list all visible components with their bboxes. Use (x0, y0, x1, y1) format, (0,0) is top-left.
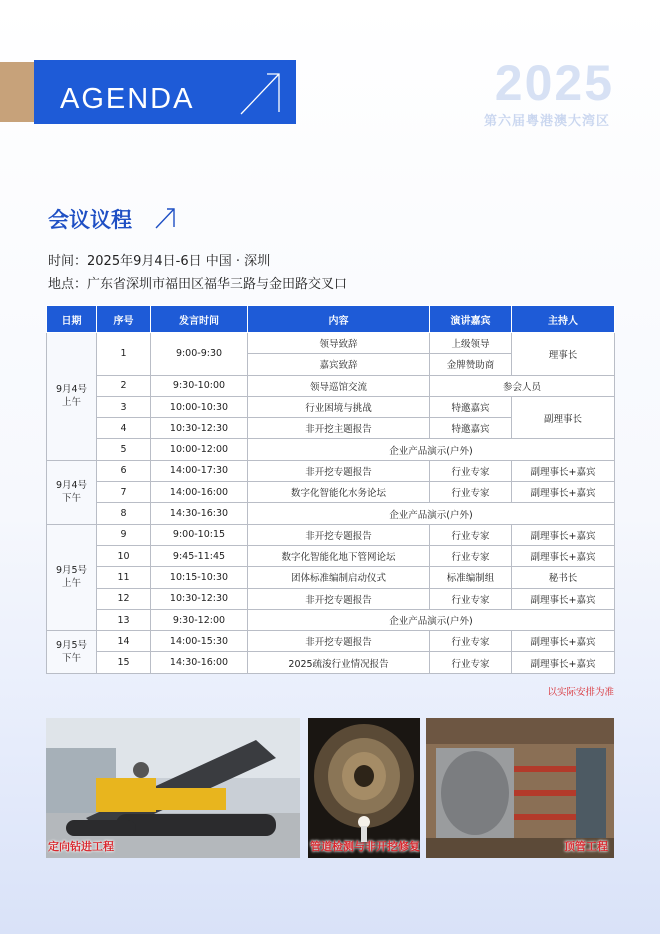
span-content-cell: 企业产品演示(户外) (248, 439, 615, 460)
event-year: 2025 (494, 55, 614, 111)
table-row (47, 333, 615, 354)
page-title: 会议议程 (48, 208, 132, 232)
content-cell: 行业困境与挑战 (248, 396, 430, 417)
guest-cell: 金牌赞助商 (430, 354, 512, 375)
time-cell: 10:30-12:30 (151, 418, 248, 439)
pipe-jacking-photo (426, 718, 614, 858)
no-cell: 4 (97, 418, 151, 439)
host-cell: 理事长 (512, 333, 615, 376)
span-content-cell: 企业产品演示(户外) (248, 609, 615, 630)
host-cell: 副理事长+嘉宾 (512, 460, 615, 481)
agenda-banner (34, 60, 296, 124)
table-row (47, 609, 615, 630)
table-row (47, 524, 615, 545)
time-cell: 9:00-9:30 (151, 333, 248, 376)
content-cell: 非开挖主题报告 (248, 418, 430, 439)
no-cell: 11 (97, 567, 151, 588)
table-row (47, 503, 615, 524)
photo-label: 顶管工程 (564, 840, 608, 853)
event-place: 地点：广东省深圳市福田区福华三路与金田路交叉口 (48, 277, 348, 292)
col-time: 发言时间 (151, 306, 248, 333)
no-cell: 9 (97, 524, 151, 545)
no-cell: 1 (97, 333, 151, 376)
table-row (47, 545, 615, 566)
content-cell: 非开挖专题报告 (248, 524, 430, 545)
host-cell: 副理事长+嘉宾 (512, 652, 615, 673)
content-cell: 数字化智能化地下管网论坛 (248, 545, 430, 566)
col-guest: 演讲嘉宾 (430, 306, 512, 333)
time-cell: 14:30-16:00 (151, 652, 248, 673)
event-name: 第六届粤港澳大湾区 (483, 114, 610, 129)
no-cell: 6 (97, 460, 151, 481)
no-cell: 10 (97, 545, 151, 566)
no-cell: 8 (97, 503, 151, 524)
host-cell: 副理事长+嘉宾 (512, 524, 615, 545)
col-host: 主持人 (512, 306, 615, 333)
decor-bar (0, 62, 38, 122)
guest-cell: 上级领导 (430, 333, 512, 354)
host-cell: 副理事长 (512, 396, 615, 439)
time-cell: 9:30-12:00 (151, 609, 248, 630)
guest-cell: 行业专家 (430, 524, 512, 545)
content-cell: 领导致辞 (248, 333, 430, 354)
no-cell: 12 (97, 588, 151, 609)
table-row (47, 375, 615, 396)
host-cell: 副理事长+嘉宾 (512, 545, 615, 566)
pipe-inspection-photo (308, 718, 420, 858)
content-cell: 团体标准编制启动仪式 (248, 567, 430, 588)
content-cell: 2025疏浚行业情况报告 (248, 652, 430, 673)
disclaimer-note: 以实际安排为准 (547, 687, 614, 698)
guest-host-cell: 参会人员 (430, 375, 615, 396)
table-row (47, 567, 615, 588)
host-cell: 副理事长+嘉宾 (512, 482, 615, 503)
agenda-table (46, 305, 615, 674)
time-cell: 10:00-12:00 (151, 439, 248, 460)
guest-cell: 行业专家 (430, 631, 512, 652)
guest-cell: 特邀嘉宾 (430, 418, 512, 439)
table-row (47, 396, 615, 417)
content-cell: 数字化智能化水务论坛 (248, 482, 430, 503)
time-cell: 9:00-10:15 (151, 524, 248, 545)
guest-cell: 行业专家 (430, 545, 512, 566)
content-cell: 领导巡馆交流 (248, 375, 430, 396)
content-cell: 非开挖专题报告 (248, 460, 430, 481)
arrow-icon (154, 206, 180, 230)
table-row (47, 439, 615, 460)
time-cell: 10:00-10:30 (151, 396, 248, 417)
no-cell: 15 (97, 652, 151, 673)
time-cell: 14:00-16:00 (151, 482, 248, 503)
photo-label: 管道检测与非开挖修复 (310, 840, 420, 853)
no-cell: 7 (97, 482, 151, 503)
time-cell: 14:00-17:30 (151, 460, 248, 481)
table-row (47, 588, 615, 609)
drilling-photo (46, 718, 300, 858)
table-header-row (47, 306, 615, 333)
col-no: 序号 (97, 306, 151, 333)
content-cell: 非开挖专题报告 (248, 588, 430, 609)
arrow-icon (239, 68, 289, 116)
time-cell: 9:30-10:00 (151, 375, 248, 396)
time-cell: 9:45-11:45 (151, 545, 248, 566)
date-cell: 9月5号 上午 (47, 524, 97, 630)
no-cell: 3 (97, 396, 151, 417)
no-cell: 5 (97, 439, 151, 460)
table-row (47, 482, 615, 503)
table-row (47, 460, 615, 481)
guest-cell: 行业专家 (430, 588, 512, 609)
host-cell: 副理事长+嘉宾 (512, 631, 615, 652)
date-cell: 9月4号 下午 (47, 460, 97, 524)
event-time: 时间：2025年9月4日-6日 中国 · 深圳 (48, 254, 271, 269)
time-cell: 14:00-15:30 (151, 631, 248, 652)
guest-cell: 特邀嘉宾 (430, 396, 512, 417)
content-cell: 嘉宾致辞 (248, 354, 430, 375)
guest-cell: 行业专家 (430, 482, 512, 503)
guest-cell: 行业专家 (430, 460, 512, 481)
time-cell: 10:30-12:30 (151, 588, 248, 609)
time-cell: 14:30-16:30 (151, 503, 248, 524)
content-cell: 非开挖专题报告 (248, 631, 430, 652)
no-cell: 14 (97, 631, 151, 652)
date-cell: 9月4号 上午 (47, 333, 97, 461)
agenda-label: AGENDA (60, 82, 195, 115)
host-cell: 副理事长+嘉宾 (512, 588, 615, 609)
col-content: 内容 (248, 306, 430, 333)
col-date: 日期 (47, 306, 97, 333)
photo-label: 定向钻进工程 (48, 840, 114, 853)
no-cell: 13 (97, 609, 151, 630)
guest-cell: 行业专家 (430, 652, 512, 673)
no-cell: 2 (97, 375, 151, 396)
table-row (47, 652, 615, 673)
date-cell: 9月5号 下午 (47, 631, 97, 674)
table-row (47, 631, 615, 652)
time-cell: 10:15-10:30 (151, 567, 248, 588)
span-content-cell: 企业产品演示(户外) (248, 503, 615, 524)
host-cell: 秘书长 (512, 567, 615, 588)
guest-cell: 标准编制组 (430, 567, 512, 588)
